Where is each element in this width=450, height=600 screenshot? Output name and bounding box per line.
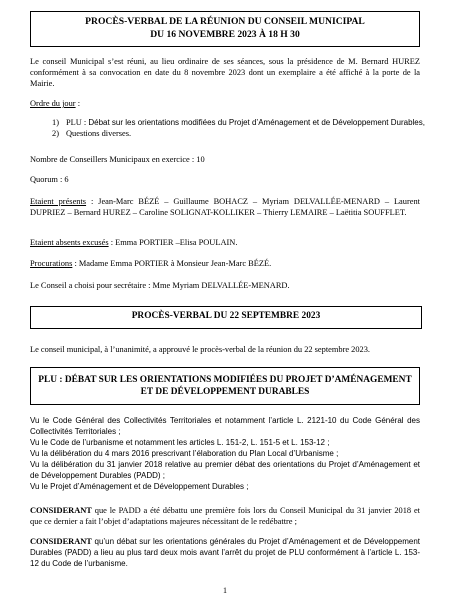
- proxy-label: Procurations: [30, 259, 73, 268]
- document-title-box: [30, 11, 420, 47]
- present-members: [30, 196, 420, 218]
- councillors-count: Nombre de Conseillers Municipaux en exercice : 10: [30, 155, 205, 164]
- secretary-line: Le Conseil a choisi pour secrétaire : Mme Myriam DELVALLÉE-MENARD.: [30, 281, 290, 290]
- considerant-1: [30, 505, 420, 527]
- present-label: Etaient présents: [30, 197, 87, 206]
- agenda-heading: [30, 98, 80, 109]
- pv-section-title: PROCÈS-VERBAL DU 22 SEPTEMBRE 2023: [30, 306, 422, 329]
- agenda-item: [52, 117, 425, 128]
- considerant-text: qu’un débat sur les orientations générales du Projet d’Aménagement et de Développement Durables (PADD) a lieu au plus tard deux mois avant l’arrêt du projet de PLU conformément à l’article L. 153-12 du Code de l’urbanisme.: [30, 537, 420, 568]
- page-number: 1: [223, 586, 227, 595]
- excused-members: [30, 237, 237, 248]
- considerant-text: que le PADD a été débattu une première fois lors du Conseil Municipal du 31 janvier 2018 et que ce dernier a fait l’objet d’adaptations majeures nécessitant de le redébattre ;: [30, 506, 420, 526]
- vu-line: Vu le Code de l’urbanisme et notamment les articles L. 151-2, L. 151-5 et L. 153-12 ;: [30, 438, 330, 447]
- excused-list: : Emma PORTIER –Elisa POULAIN.: [108, 238, 238, 247]
- intro-paragraph: Le conseil Municipal s’est réuni, au lieu ordinaire de ses séances, sous la présidence de M. Bernard HUREZ conformément à sa convocation en date du 8 novembre 2023 dont un exemplaire a été affiché à la porte de la Mairie.: [30, 57, 420, 88]
- vu-block: [30, 415, 420, 492]
- plu-section-title-box: [30, 367, 420, 405]
- agenda-item-number: 1): [52, 118, 59, 127]
- plu-section-title-line1: PLU : DÉBAT SUR LES ORIENTATIONS MODIFIÉES DU PROJET D’AMÉNAGEMENT: [38, 375, 412, 385]
- proxies: [30, 258, 271, 269]
- proxy-list: : Madame Emma PORTIER à Monsieur Jean-Marc BÉZÉ.: [72, 259, 272, 268]
- agenda-item-prefix: PLU :: [66, 118, 89, 127]
- pv-approval-end: le procès-verbal de la réunion du 22 septembre 2023.: [190, 345, 371, 354]
- vu-line: Vu le Projet d’Aménagement et de Développement Durables ;: [30, 482, 249, 491]
- pv-approval: [30, 344, 370, 355]
- considerant-label: CONSIDERANT: [30, 537, 92, 546]
- document-title-line2: DU 16 NOVEMBRE 2023 À 18 H 30: [150, 29, 300, 40]
- present-list: : Jean-Marc BÉZÉ – Guillaume BOHACZ – Myriam DELVALLÉE-MENARD – Laurent DUPRIEZ – Bernard HUREZ – Caroline SOLIGNAT-KOLLIKER – Thierry LEMAIRE – Laëtitia SOUFFLET.: [30, 197, 420, 217]
- quorum: Quorum : 6: [30, 175, 69, 184]
- plu-section-title-line2: ET DE DÉVELOPPEMENT DURABLES: [140, 387, 310, 397]
- vu-line: Vu la délibération du 31 janvier 2018 relative au premier débat des orientations du Projet d’Aménagement et de Développement Durables (PADD) ;: [30, 460, 420, 480]
- agenda-item-text: Questions diverses.: [66, 129, 132, 138]
- agenda-label: Ordre du jour: [30, 99, 76, 108]
- agenda-item-number: 2): [52, 129, 59, 138]
- agenda-item: [52, 128, 425, 139]
- agenda-list: [52, 117, 425, 139]
- considerant-label: CONSIDERANT: [30, 506, 92, 515]
- excused-label: Etaient absents excusés: [30, 238, 109, 247]
- agenda-item-text: Débat sur les orientations modifiées du Projet d’Aménagement et de Développement Durables,: [88, 118, 425, 127]
- document-title-line1: PROCÈS-VERBAL DE LA RÉUNION DU CONSEIL MUNICIPAL: [85, 16, 365, 27]
- considerant-2: [30, 536, 420, 569]
- vu-line: Vu le Code Général des Collectivités Territoriales et notamment l’article L. 2121-10 du Code Général des Collectivités Territoriales ;: [30, 416, 420, 436]
- agenda-colon: :: [75, 99, 81, 108]
- vu-line: Vu la délibération du 4 mars 2016 prescrivant l’élaboration du Plan Local d’Urbanisme ;: [30, 449, 339, 458]
- pv-approval-start: Le conseil municipal, à l’unanimité, a approuvé: [30, 345, 191, 354]
